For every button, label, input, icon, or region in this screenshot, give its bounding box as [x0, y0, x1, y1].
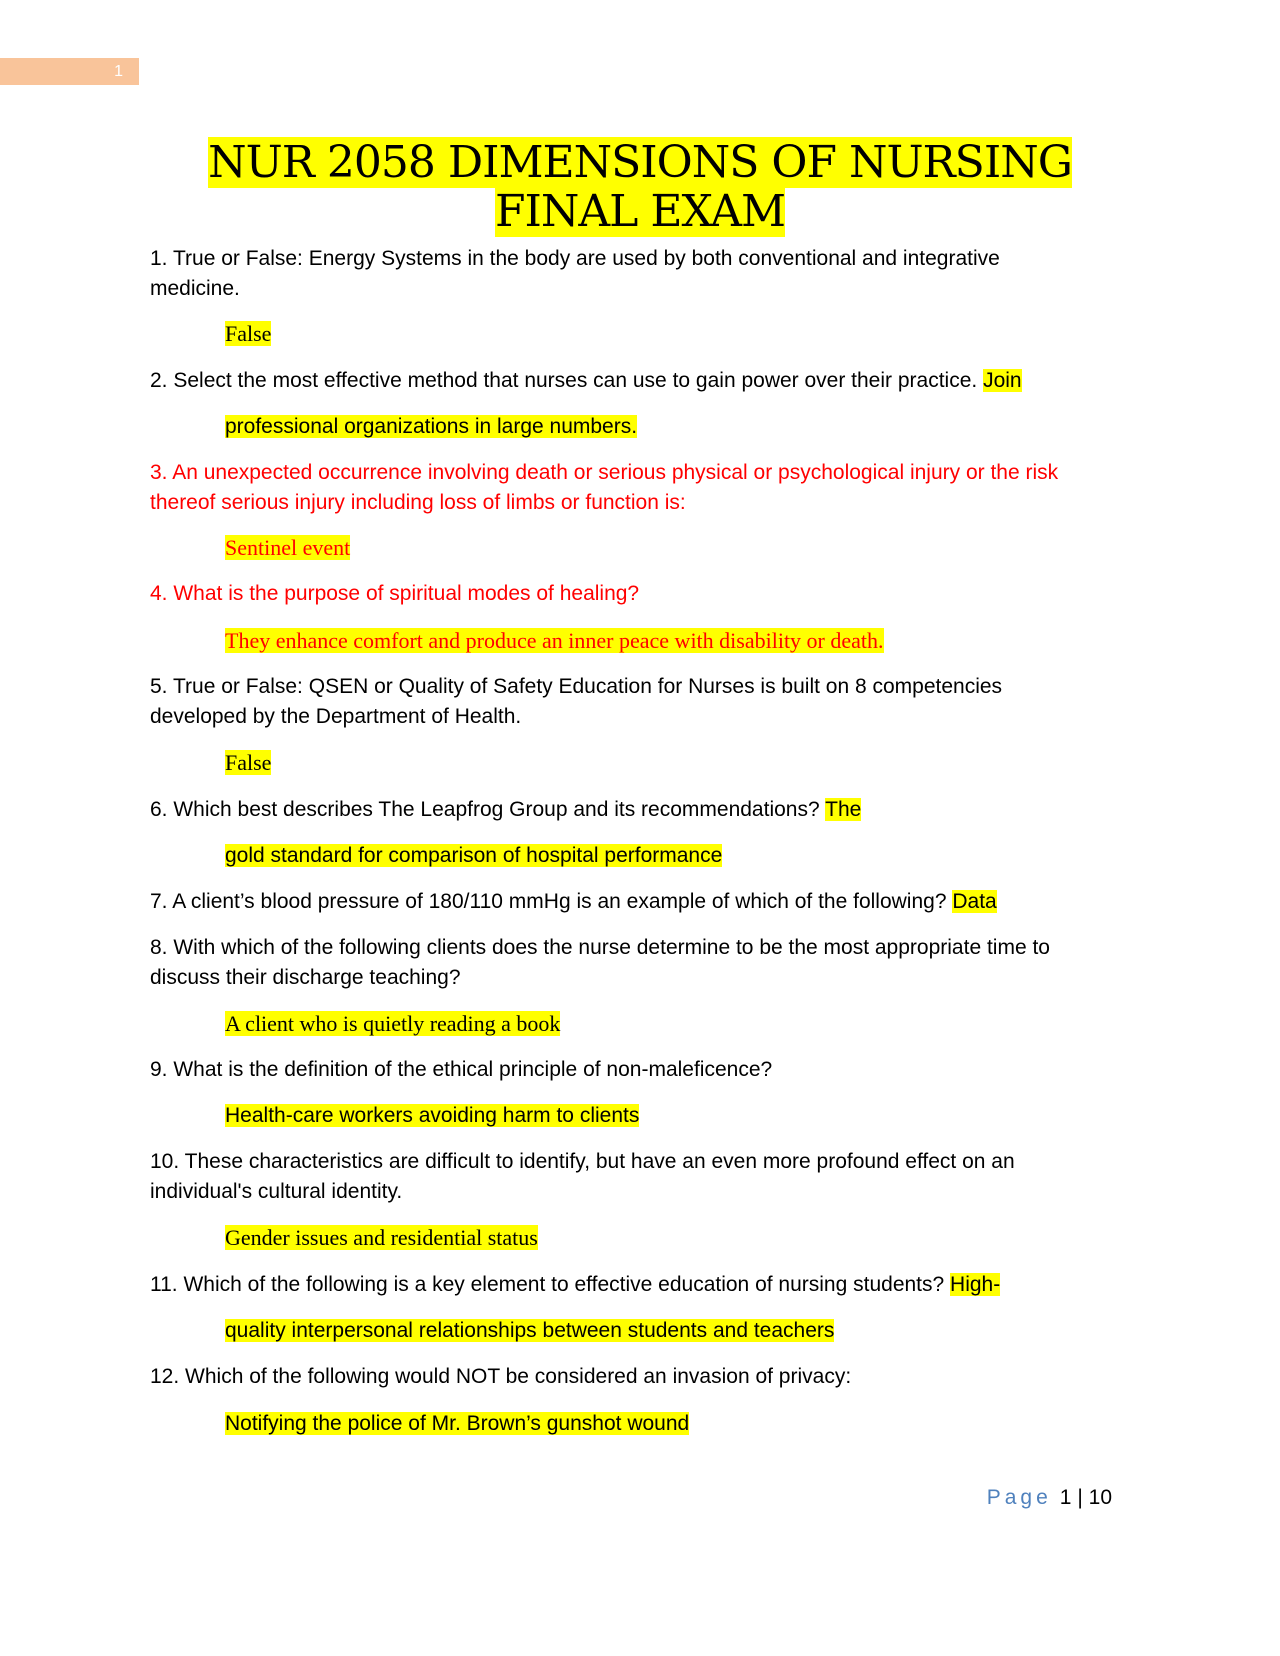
question-12-text: 12. Which of the following would NOT be considered an invasion of privacy:: [150, 1365, 852, 1388]
question-9-text: 9. What is the definition of the ethical principle of non-maleficence?: [150, 1058, 773, 1081]
question-4: [150, 579, 1080, 609]
answer-1-text: False: [225, 321, 272, 346]
footer-page-label: Page: [986, 1486, 1052, 1509]
answer-9-text: Health-care workers avoiding harm to clients: [225, 1104, 640, 1127]
question-3-text: 3. An unexpected occurrence involving death or serious physical or psychological injury or the risk thereof serious injury including loss of limbs or function is:: [150, 461, 1059, 514]
answer-8: [225, 1009, 1095, 1039]
question-7-text: 7. A client’s blood pressure of 180/110 mmHg is an example of which of the following?: [150, 890, 947, 913]
question-1-text: 1. True or False: Energy Systems in the body are used by both conventional and integrative medicine.: [150, 247, 1000, 300]
question-1: [150, 244, 1080, 304]
answer-5: [225, 748, 1095, 778]
answer-3: [225, 533, 1095, 563]
question-4-text: 4. What is the purpose of spiritual modes of healing?: [150, 582, 640, 605]
answer-10-text: Gender issues and residential status: [225, 1225, 538, 1250]
answer-9: [225, 1101, 1095, 1131]
answer-2-text: professional organizations in large numbers.: [225, 415, 638, 438]
question-2-text: 2. Select the most effective method that nurses can use to gain power over their practice.: [150, 369, 978, 392]
answer-6-inline: The: [825, 798, 862, 821]
footer-separator: |: [1077, 1486, 1083, 1509]
answer-6: [225, 841, 1095, 871]
answer-7-inline: Data: [952, 890, 997, 913]
page-title-text: NUR 2058 DIMENSIONS OF NURSING FINAL EXAM: [208, 137, 1072, 237]
answer-4: [225, 626, 1095, 656]
answer-2-inline: Join: [983, 369, 1022, 392]
answer-11: [225, 1316, 1095, 1346]
answer-8-text: A client who is quietly reading a book: [225, 1011, 561, 1036]
question-11-text: 11. Which of the following is a key element to effective education of nursing students?: [150, 1273, 945, 1296]
question-6-text: 6. Which best describes The Leapfrog Group and its recommendations?: [150, 798, 820, 821]
question-3: [150, 458, 1080, 518]
question-2: [150, 366, 1080, 396]
question-7: [150, 887, 1080, 917]
footer-current-page: 1: [1059, 1486, 1072, 1509]
question-5: [150, 672, 1080, 732]
answer-11-text: quality interpersonal relationships between students and teachers: [225, 1319, 835, 1342]
question-12: [150, 1362, 1080, 1392]
question-8: [150, 933, 1080, 993]
page-footer: [987, 1483, 1112, 1513]
question-10-text: 10. These characteristics are difficult to identify, but have an even more profound effect on an individual's cultural identity.: [150, 1150, 1015, 1203]
answer-6-text: gold standard for comparison of hospital performance: [225, 844, 723, 867]
question-11: [150, 1270, 1080, 1300]
answer-4-text: They enhance comfort and produce an inner peace with disability or death.: [225, 628, 884, 653]
answer-12-text: Notifying the police of Mr. Brown’s gunshot wound: [225, 1412, 690, 1435]
page-title: [140, 138, 1140, 236]
question-8-text: 8. With which of the following clients does the nurse determine to be the most appropriate time to discuss their discharge teaching?: [150, 936, 1050, 989]
page-number-tab: 1: [0, 58, 139, 85]
answer-10: [225, 1223, 1095, 1253]
answer-12: [225, 1409, 1095, 1439]
answer-11-inline: High-: [950, 1273, 1001, 1296]
answer-2: [225, 412, 1095, 442]
question-5-text: 5. True or False: QSEN or Quality of Safety Education for Nurses is built on 8 competencies developed by the Department of Health.: [150, 675, 1003, 728]
footer-total-pages: 10: [1088, 1486, 1112, 1509]
answer-3-text: Sentinel event: [225, 535, 351, 560]
question-6: [150, 795, 1080, 825]
question-10: [150, 1147, 1080, 1207]
answer-1: [225, 319, 1095, 349]
answer-5-text: False: [225, 750, 272, 775]
question-9: [150, 1055, 1080, 1085]
